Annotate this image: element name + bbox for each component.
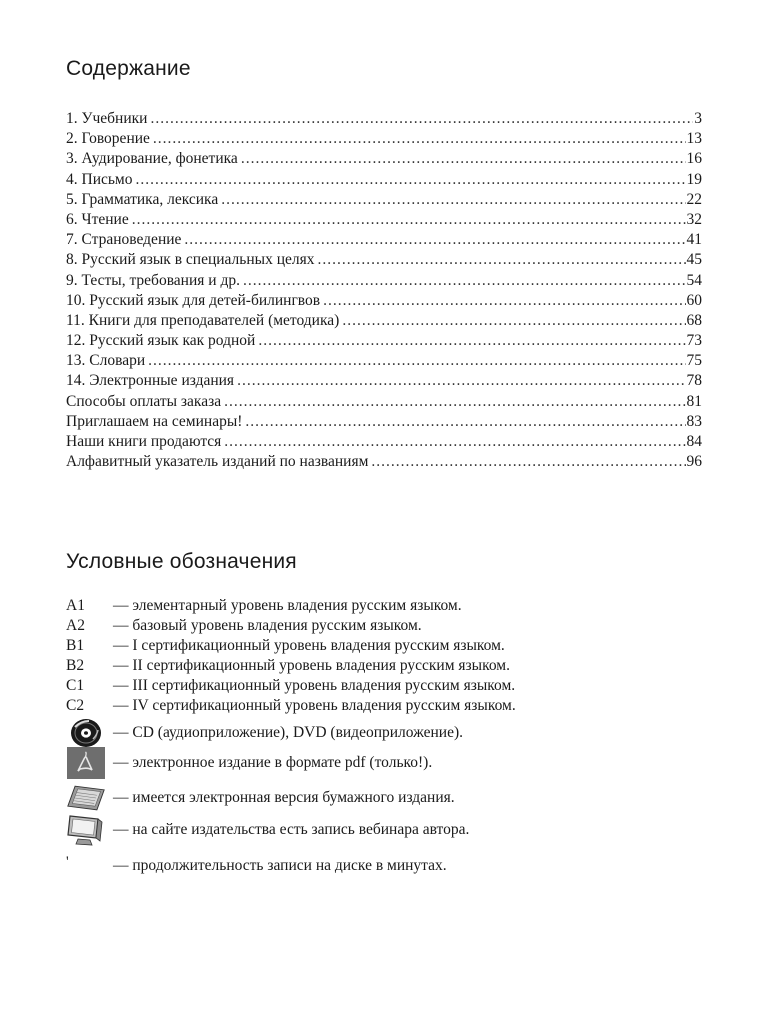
toc-leader-dots [136, 170, 686, 190]
toc-item-title: 7. Страноведение [66, 231, 182, 249]
symbol-description: — на сайте издательства есть запись вебинара автора. [113, 821, 470, 838]
toc-leader-dots [258, 331, 685, 351]
level-description: — элементарный уровень владения русским языком. [113, 597, 462, 614]
toc-leader-dots [184, 230, 685, 250]
symbol-description: — продолжительность записи на диске в минутах. [113, 857, 447, 874]
toc-item[interactable] [66, 371, 702, 391]
level-code: A1 [66, 597, 85, 614]
level-item [66, 676, 686, 696]
toc-item-title: Наши книги продаются [66, 433, 222, 450]
toc-item[interactable] [66, 331, 702, 351]
toc-item[interactable] [66, 412, 702, 432]
toc-item-title: 13. Словари [66, 352, 146, 370]
toc-item-page: 75 [686, 352, 702, 370]
level-description: — III сертификационный уровень владения русским языком. [113, 677, 516, 694]
proficiency-levels-list [66, 596, 686, 716]
level-item [66, 696, 686, 716]
legend-heading: Условные обозначения [66, 550, 297, 573]
table-of-contents [66, 109, 702, 472]
legend-symbol-pdf [66, 747, 432, 779]
toc-item-page: 73 [686, 332, 702, 350]
toc-item-title: 2. Говорение [66, 130, 150, 148]
toc-leader-dots [342, 311, 685, 331]
toc-item-title: 5. Грамматика, лексика [66, 190, 219, 208]
toc-item-page: 78 [686, 372, 702, 390]
level-item [66, 636, 686, 656]
level-description: — базовый уровень владения русским языком. [113, 617, 422, 634]
toc-item-page: 19 [686, 170, 702, 188]
legend-symbol-monitor [66, 814, 469, 846]
toc-item-page: 83 [686, 412, 702, 430]
toc-item-title: 1. Учебники [66, 110, 148, 127]
toc-leader-dots [245, 412, 685, 432]
toc-item[interactable] [66, 129, 702, 149]
pdf-icon [66, 747, 106, 779]
toc-item[interactable] [66, 432, 702, 452]
toc-item-page: 96 [686, 453, 702, 471]
toc-leader-dots [224, 432, 685, 452]
toc-item-title: 14. Электронные издания [66, 372, 235, 390]
level-description: — I сертификационный уровень владения русским языком. [113, 637, 505, 654]
toc-item-page: 54 [686, 271, 702, 289]
level-code: C1 [66, 677, 85, 694]
toc-item-page: 81 [686, 392, 702, 410]
toc-item-title: 12. Русский язык как родной [66, 332, 256, 350]
toc-item-title: 11. Книги для преподавателей (методика) [66, 311, 340, 329]
legend-symbol-ebook [66, 782, 455, 814]
toc-item-page: 41 [686, 231, 702, 249]
prime-mark: ' [66, 854, 69, 870]
toc-item[interactable] [66, 392, 702, 412]
level-description: — IV сертификационный уровень владения русским языком. [113, 697, 516, 714]
toc-leader-dots [150, 109, 693, 129]
symbol-description: — имеется электронная версия бумажного издания. [113, 789, 455, 806]
ebook-icon [66, 782, 106, 814]
level-item [66, 596, 686, 616]
toc-item[interactable] [66, 190, 702, 210]
toc-item-title: 10. Русский язык для детей-билингвов [66, 291, 321, 309]
toc-item[interactable] [66, 271, 702, 291]
toc-leader-dots [221, 190, 685, 210]
level-code: C2 [66, 697, 85, 714]
toc-item[interactable] [66, 311, 702, 331]
toc-item[interactable] [66, 230, 702, 250]
toc-item-page: 68 [686, 311, 702, 329]
toc-item-page: 60 [686, 291, 702, 309]
toc-leader-dots [317, 250, 685, 270]
toc-item-title: 4. Письмо [66, 170, 133, 188]
level-code: B1 [66, 637, 85, 654]
toc-item-page: 13 [686, 130, 702, 148]
toc-leader-dots [153, 129, 686, 149]
legend-symbol-cd [66, 717, 463, 749]
toc-leader-dots [243, 271, 686, 291]
toc-leader-dots [241, 149, 686, 169]
toc-item-page: 32 [686, 210, 702, 228]
toc-item-title: Алфавитный указатель изданий по названиям [66, 453, 369, 471]
cd-dvd-icon [66, 717, 106, 749]
level-code: B2 [66, 657, 85, 674]
level-code: A2 [66, 617, 85, 634]
contents-heading: Содержание [66, 57, 191, 80]
toc-leader-dots [371, 452, 685, 472]
toc-item-page: 84 [686, 433, 702, 450]
monitor-icon [66, 814, 106, 846]
toc-leader-dots [132, 210, 686, 230]
toc-item[interactable] [66, 170, 702, 190]
toc-item[interactable] [66, 351, 702, 371]
toc-leader-dots [237, 371, 685, 391]
toc-leader-dots [148, 351, 685, 371]
toc-item-title: 8. Русский язык в специальных целях [66, 251, 315, 269]
toc-item[interactable] [66, 210, 702, 230]
legend-symbol-prime [66, 855, 447, 877]
toc-item[interactable] [66, 250, 702, 270]
toc-item-title: Способы оплаты заказа [66, 392, 222, 410]
level-description: — II сертификационный уровень владения русским языком. [113, 657, 510, 674]
toc-item[interactable] [66, 149, 702, 169]
toc-leader-dots [323, 291, 685, 311]
level-item [66, 616, 686, 636]
toc-item-page: 16 [686, 150, 702, 168]
toc-leader-dots [224, 392, 685, 412]
toc-item[interactable] [66, 291, 702, 311]
toc-item-title: Приглашаем на семинары! [66, 412, 243, 430]
symbol-description: — CD (аудиоприложение), DVD (видеоприложение). [113, 724, 464, 741]
toc-item-title: 9. Тесты, требования и др. [66, 271, 240, 289]
toc-item[interactable] [66, 452, 702, 472]
toc-item-title: 6. Чтение [66, 210, 129, 228]
toc-item-page: 3 [694, 110, 702, 127]
toc-item-page: 22 [686, 190, 702, 208]
toc-item[interactable] [66, 109, 702, 129]
symbol-description: — электронное издание в формате pdf (только!). [113, 754, 433, 771]
toc-item-page: 45 [686, 251, 702, 269]
level-item [66, 656, 686, 676]
toc-item-title: 3. Аудирование, фонетика [66, 150, 238, 168]
